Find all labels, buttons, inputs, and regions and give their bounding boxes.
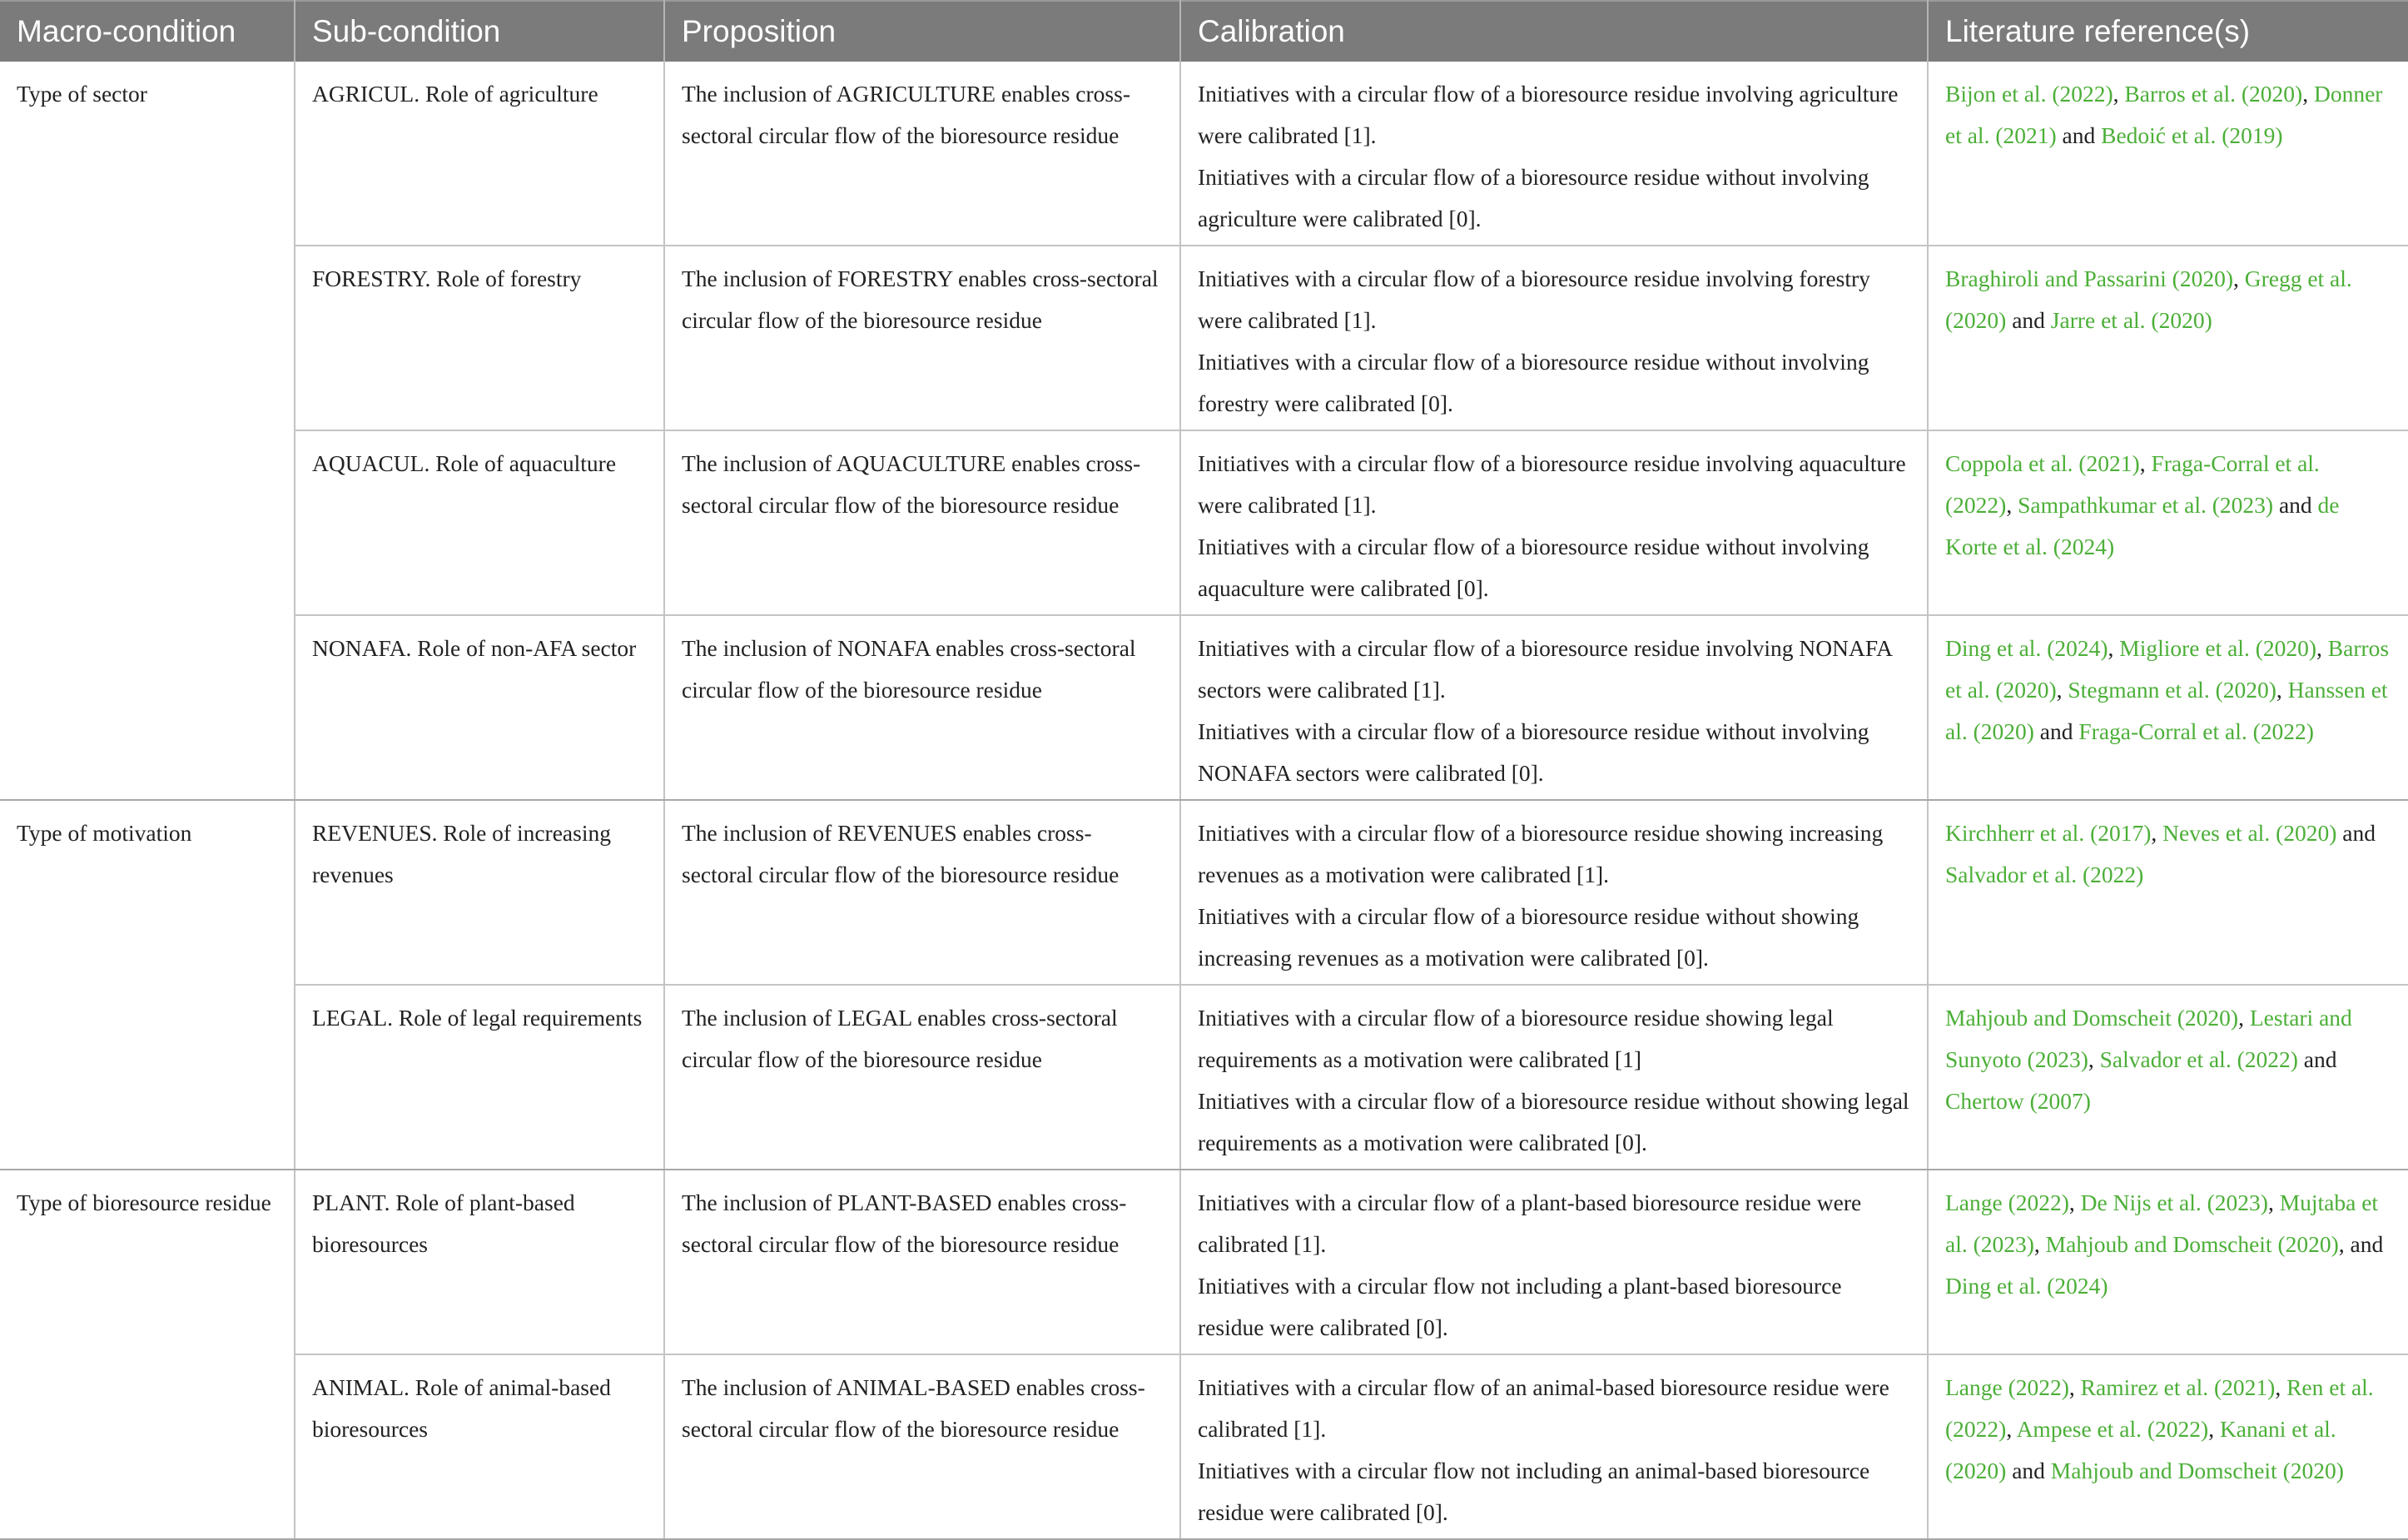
calibration-cell <box>1180 62 1928 246</box>
reference-link[interactable]: Sampathkumar et al. (2023) <box>2018 492 2274 518</box>
literature-cell <box>1928 1354 2408 1539</box>
reference-separator: , <box>2276 677 2288 703</box>
calibration-negative: Initiatives with a circular flow not including a plant-based bioresource residue were calibrated [0]. <box>1198 1273 1842 1340</box>
proposition-cell: The inclusion of REVENUES enables cross-sectoral circular flow of the bioresource residue <box>664 800 1180 985</box>
reference-separator: , <box>2006 1416 2017 1442</box>
calibration-cell <box>1180 1354 1928 1539</box>
table-row <box>0 985 2408 1170</box>
reference-link[interactable]: Lestari and Sunyoto (2023) <box>1945 1005 2352 1072</box>
proposition-cell: The inclusion of AGRICULTURE enables cross-sectoral circular flow of the bioresource residue <box>664 62 1180 246</box>
calibration-cell <box>1180 1170 1928 1354</box>
sub-condition-cell: NONAFA. Role of non-AFA sector <box>295 615 664 800</box>
calibration-negative: Initiatives with a circular flow of a bioresource residue without showing increasing revenues as a motivation were calibrated [0]. <box>1198 903 1859 971</box>
reference-separator: , <box>2232 266 2245 291</box>
reference-separator: , <box>2006 492 2018 518</box>
calibration-positive: Initiatives with a circular flow of a bioresource residue involving agriculture were calibrated [1]. <box>1198 81 1899 148</box>
calibration-negative: Initiatives with a circular flow of a bioresource residue without involving NONAFA sectors were calibrated [0]. <box>1198 718 1869 786</box>
reference-link[interactable]: Ampese et al. (2022) <box>2016 1416 2209 1442</box>
table-row <box>0 62 2408 246</box>
reference-separator: , <box>2056 677 2068 703</box>
reference-link[interactable]: Salvador et al. (2022) <box>2099 1046 2298 1072</box>
literature-cell <box>1928 615 2408 800</box>
reference-link[interactable]: Gregg et al. (2020) <box>1945 266 2352 333</box>
reference-link[interactable]: Lange (2022) <box>1945 1190 2069 1215</box>
reference-separator: and <box>2056 122 2102 148</box>
reference-link[interactable]: Barros et al. (2020) <box>1945 635 2390 703</box>
reference-link[interactable]: Ding et al. (2024) <box>1945 635 2108 661</box>
reference-separator: , <box>2108 635 2120 661</box>
header-row <box>0 1 2408 62</box>
table-header <box>0 1 2408 62</box>
table-row <box>0 800 2408 985</box>
reference-separator: and <box>2336 820 2376 846</box>
reference-link[interactable]: Kirchherr et al. (2017) <box>1945 820 2152 846</box>
calibration-cell <box>1180 800 1928 985</box>
header-calibration: Calibration <box>1180 1 1928 62</box>
sub-condition-cell: AGRICUL. Role of agriculture <box>295 62 664 246</box>
literature-cell <box>1928 430 2408 615</box>
reference-separator: and <box>2273 492 2318 518</box>
reference-separator: , <box>2068 1374 2081 1400</box>
calibration-positive: Initiatives with a circular flow of a bioresource residue involving forestry were calibrated [1]. <box>1198 266 1870 333</box>
calibration-positive: Initiatives with a circular flow of a bioresource residue showing increasing revenues as a motivation were calibrated [1]. <box>1198 820 1884 887</box>
literature-cell <box>1928 800 2408 985</box>
header-macro-condition: Macro-condition <box>0 1 295 62</box>
literature-cell <box>1928 62 2408 246</box>
reference-separator: , and <box>2338 1231 2384 1257</box>
header-sub-condition: Sub-condition <box>295 1 664 62</box>
table-row <box>0 1170 2408 1354</box>
reference-link[interactable]: Bijon et al. (2022) <box>1945 81 2113 107</box>
calibration-negative: Initiatives with a circular flow not including an animal-based bioresource residue were calibrated [0]. <box>1198 1458 1870 1525</box>
table-row <box>0 430 2408 615</box>
reference-separator: and <box>2297 1046 2337 1072</box>
header-proposition: Proposition <box>664 1 1180 62</box>
reference-link[interactable]: de Korte et al. (2024) <box>1945 492 2340 559</box>
reference-link[interactable]: Ren et al. (2022) <box>1945 1374 2374 1442</box>
reference-separator: , <box>2267 1190 2280 1215</box>
reference-link[interactable]: Mahjoub and Domscheit (2020) <box>2050 1458 2344 1483</box>
sub-condition-cell: REVENUES. Role of increasing revenues <box>295 800 664 985</box>
proposition-cell: The inclusion of PLANT-BASED enables cross-sectoral circular flow of the bioresource residue <box>664 1170 1180 1354</box>
reference-separator: , <box>2113 81 2125 107</box>
sub-condition-cell: LEGAL. Role of legal requirements <box>295 985 664 1170</box>
reference-link[interactable]: Salvador et al. (2022) <box>1945 862 2144 887</box>
reference-link[interactable]: Jarre et al. (2020) <box>2050 307 2212 333</box>
reference-link[interactable]: Stegmann et al. (2020) <box>2068 677 2276 703</box>
table-body <box>0 62 2408 1539</box>
calibration-positive: Initiatives with a circular flow of a bioresource residue showing legal requirements as a motivation were calibrated [1] <box>1198 1005 1834 1072</box>
calibration-positive: Initiatives with a circular flow of a bioresource residue involving NONAFA sectors were calibrated [1]. <box>1198 635 1892 703</box>
reference-link[interactable]: De Nijs et al. (2023) <box>2080 1190 2268 1215</box>
reference-link[interactable]: Mahjoub and Domscheit (2020) <box>2045 1231 2339 1257</box>
calibration-positive: Initiatives with a circular flow of a bioresource residue involving aquaculture were calibrated [1]. <box>1198 450 1906 518</box>
calibration-negative: Initiatives with a circular flow of a bioresource residue without involving forestry were calibrated [0]. <box>1198 349 1869 416</box>
reference-link[interactable]: Chertow (2007) <box>1945 1088 2091 1114</box>
reference-link[interactable]: Kanani et al. (2020) <box>1945 1416 2336 1483</box>
reference-link[interactable]: Fraga-Corral et al. (2022) <box>2078 718 2314 744</box>
table-row <box>0 615 2408 800</box>
calibration-positive: Initiatives with a circular flow of a plant-based bioresource residue were calibrated [1]. <box>1198 1190 1862 1257</box>
calibration-negative: Initiatives with a circular flow of a bioresource residue without involving aquaculture were calibrated [0]. <box>1198 534 1869 601</box>
reference-separator: , <box>2275 1374 2287 1400</box>
reference-separator: , <box>2302 81 2314 107</box>
reference-link[interactable]: Mahjoub and Domscheit (2020) <box>1945 1005 2239 1031</box>
reference-separator: , <box>2151 820 2163 846</box>
sub-condition-cell: ANIMAL. Role of animal-based bioresources <box>295 1354 664 1539</box>
reference-separator: , <box>2088 1046 2100 1072</box>
macro-condition-cell: Type of sector <box>0 62 295 800</box>
reference-separator: , <box>2316 635 2328 661</box>
proposition-cell: The inclusion of FORESTRY enables cross-sectoral circular flow of the bioresource residue <box>664 246 1180 430</box>
proposition-cell: The inclusion of AQUACULTURE enables cross-sectoral circular flow of the bioresource residue <box>664 430 1180 615</box>
reference-link[interactable]: Neves et al. (2020) <box>2162 820 2337 846</box>
macro-condition-cell: Type of bioresource residue <box>0 1170 295 1539</box>
sub-condition-cell: FORESTRY. Role of forestry <box>295 246 664 430</box>
calibration-positive: Initiatives with a circular flow of an animal-based bioresource residue were calibrated [1]. <box>1198 1374 1889 1442</box>
proposition-cell: The inclusion of ANIMAL-BASED enables cross-sectoral circular flow of the bioresource residue <box>664 1354 1180 1539</box>
reference-link[interactable]: Ding et al. (2024) <box>1945 1273 2108 1299</box>
reference-link[interactable]: Donner et al. (2021) <box>1945 81 2383 148</box>
sub-condition-cell: PLANT. Role of plant-based bioresources <box>295 1170 664 1354</box>
calibration-cell <box>1180 430 1928 615</box>
reference-separator: , <box>2033 1231 2046 1257</box>
reference-link[interactable]: Mujtaba et al. (2023) <box>1945 1190 2379 1257</box>
reference-link[interactable]: Lange (2022) <box>1945 1374 2069 1400</box>
reference-link[interactable]: Migliore et al. (2020) <box>2119 635 2317 661</box>
reference-link[interactable]: Braghiroli and Passarini (2020) <box>1945 266 2233 291</box>
reference-link[interactable]: Coppola et al. (2021) <box>1945 450 2140 476</box>
calibration-cell <box>1180 246 1928 430</box>
proposition-cell: The inclusion of NONAFA enables cross-sectoral circular flow of the bioresource residue <box>664 615 1180 800</box>
reference-separator: , <box>2068 1190 2081 1215</box>
proposition-cell: The inclusion of LEGAL enables cross-sectoral circular flow of the bioresource residue <box>664 985 1180 1170</box>
literature-cell <box>1928 985 2408 1170</box>
calibration-cell <box>1180 615 1928 800</box>
reference-separator: and <box>2006 307 2051 333</box>
calibration-cell <box>1180 985 1928 1170</box>
sub-condition-cell: AQUACUL. Role of aquaculture <box>295 430 664 615</box>
reference-link[interactable]: Bedoić et al. (2019) <box>2101 122 2283 148</box>
reference-separator: , <box>2139 450 2152 476</box>
literature-cell <box>1928 1170 2408 1354</box>
reference-link[interactable]: Fraga-Corral et al. (2022) <box>1945 450 2320 518</box>
reference-separator: and <box>2033 718 2079 744</box>
reference-separator: , <box>2238 1005 2250 1031</box>
reference-link[interactable]: Ramirez et al. (2021) <box>2080 1374 2276 1400</box>
reference-link[interactable]: Barros et al. (2020) <box>2124 81 2303 107</box>
calibration-negative: Initiatives with a circular flow of a bioresource residue without showing legal requirements as a motivation were calibrated [0]. <box>1198 1088 1909 1155</box>
reference-separator: and <box>2006 1458 2051 1483</box>
reference-separator: , <box>2208 1416 2220 1442</box>
header-literature-references: Literature reference(s) <box>1928 1 2408 62</box>
literature-cell <box>1928 246 2408 430</box>
calibration-negative: Initiatives with a circular flow of a bioresource residue without involving agriculture were calibrated [0]. <box>1198 164 1869 231</box>
macro-condition-cell: Type of motivation <box>0 800 295 1170</box>
reference-link[interactable]: Hanssen et al. (2020) <box>1945 677 2388 744</box>
table-row <box>0 1354 2408 1539</box>
table-row <box>0 246 2408 430</box>
